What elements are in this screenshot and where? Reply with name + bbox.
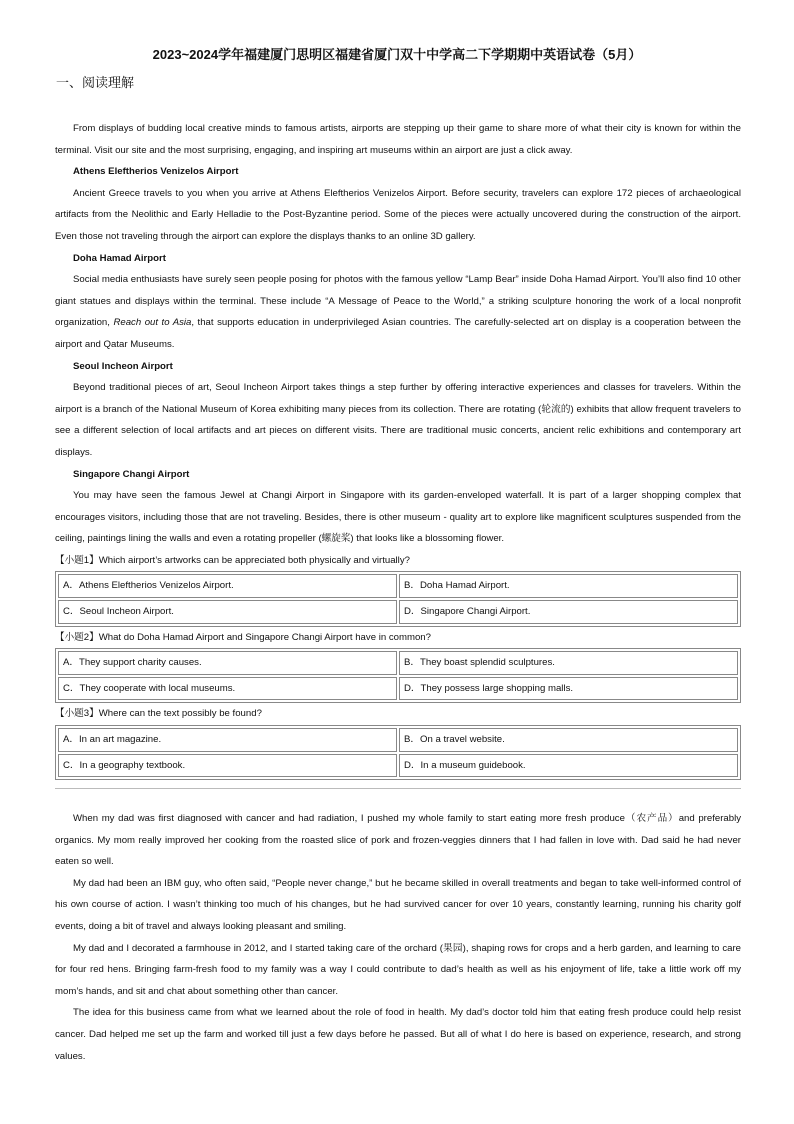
option-d[interactable]: D．They possess large shopping malls. xyxy=(399,677,738,701)
paragraph-athens: Ancient Greece travels to you when you arrive at Athens Eleftherios Venizelos Airport. Before security, travelers can explore 172 pieces of archaeological artifacts from the Neolithic and Early Helladie to the Post-Byzantine period. Some of the pieces were actually uncovered during the construction of the airport. Even those not traveling through the airport can explore the displays thanks to an online 3D gallery. xyxy=(55,187,741,242)
option-d[interactable]: D．In a museum guidebook. xyxy=(399,754,738,778)
option-c[interactable]: C．They cooperate with local museums. xyxy=(58,677,397,701)
option-b[interactable]: B．Doha Hamad Airport. xyxy=(399,574,738,598)
question-3-options xyxy=(55,725,741,780)
option-c[interactable]: C．In a geography textbook. xyxy=(58,754,397,778)
subheading-doha: Doha Hamad Airport xyxy=(73,252,166,264)
passage-intro: From displays of budding local creative minds to famous artists, airports are stepping up their game to share more of what their city is known for within the terminal. Visit our site and the most surprising, engaging, and inspiring art museums within an airport are just a click away. xyxy=(55,123,741,156)
paragraph-singapore: You may have seen the famous Jewel at Changi Airport in Singapore with its garden-enveloped waterfall. It is part of a larger shopping complex that encourages visitors, including those that are not traveling. Besides, there is other museum - quality art to explore like magnificent sculptures suspended from the ceiling, paintings lining the walls and even a rotating propeller (螺旋桨) that looks like a blossoming flower. xyxy=(55,490,741,545)
section-divider xyxy=(55,788,741,789)
paragraph-ibm: My dad had been an IBM guy, who often said, “People never change,” but he became skilled in overall treatments and began to take well-informed control of his own course of action. I wasn’t thinking too much of his changes, but he had survived cancer for over 10 years, constantly learning, running his charity golf events, doing a bit of travel and always looking pleasant and smiling. xyxy=(55,877,741,932)
paragraph-farmhouse: My dad and I decorated a farmhouse in 2012, and I started taking care of the orchard (果园), shaping rows for crops and a herb garden, and learning to care for four red hens. Bringing farm-fresh food to my family was a way I could contribute to dad’s health as well as his enjoyment of life, take a little work off my mom’s hands, and sit and chat about something other than cancer. xyxy=(55,942,741,997)
passage-1 xyxy=(55,118,741,780)
subheading-athens: Athens Eleftherios Venizelos Airport xyxy=(73,166,239,178)
page-title: 2023~2024学年福建厦门思明区福建省厦门双十中学高二下学期期中英语试卷（5月） xyxy=(152,47,642,62)
option-d[interactable]: D．Singapore Changi Airport. xyxy=(399,600,738,624)
paragraph-seoul: Beyond traditional pieces of art, Seoul Incheon Airport takes things a step further by offering interactive experiences and classes for travelers. Within the airport is a branch of the National Museum of Korea exhibiting many pieces from its collection. There are rotating (轮流的) exhibits that allow frequent travelers to see a different selection of local artifacts and art pieces on different visits. There are traditional music concerts, ancient relic exhibitions and contemporary art displays. xyxy=(55,382,741,458)
paragraph-business: The idea for this business came from what we learned about the role of food in health. My dad’s doctor told him that eating fresh produce could help resist cancer. Dad helped me set up the farm and worked till just a few days before he passed. But all of what I do here is based on experience, research, and strong values. xyxy=(55,1007,741,1062)
paragraph-doha: Social media enthusiasts have surely seen people posing for photos with the famous yellow “Lamp Bear” inside Doha Hamad Airport. You’ll also find 10 other giant statues and displays within the terminal. These include “A Message of Peace to the World,” a striking sculpture honoring the work of a local nonprofit organization, Reach out to Asia, that supports education in underprivileged Asian countries. The carefully-selected art on display is a cooperation between the airport and Qatar Museums. xyxy=(55,274,742,350)
question-3-stem: 【小题3】Where can the text possibly be found? xyxy=(55,708,262,720)
subheading-seoul: Seoul Incheon Airport xyxy=(73,360,173,372)
question-2-stem: 【小题2】What do Doha Hamad Airport and Singapore Changi Airport have in common? xyxy=(55,631,431,643)
option-a[interactable]: A．They support charity causes. xyxy=(58,651,397,675)
option-a[interactable]: A．Athens Eleftherios Venizelos Airport. xyxy=(58,574,397,598)
question-2-options xyxy=(55,648,741,703)
option-a[interactable]: A．In an art magazine. xyxy=(58,728,397,752)
question-1-stem: 【小题1】Which airport’s artworks can be appreciated both physically and virtually? xyxy=(55,554,410,566)
option-b[interactable]: B．They boast splendid sculptures. xyxy=(399,651,738,675)
paragraph-diagnosis: When my dad was first diagnosed with cancer and had radiation, I pushed my whole family to start eating more fresh produce（农产品）and preferably organics. My mom really improved her cooking from the roasted slice of pork and frozen-veggies dinners that I had fallen in love with. Dad said he had never eaten so well. xyxy=(55,813,741,868)
section-heading: 一、阅读理解 xyxy=(56,75,135,90)
passage-2 xyxy=(55,808,741,1067)
option-c[interactable]: C．Seoul Incheon Airport. xyxy=(58,600,397,624)
option-b[interactable]: B．On a travel website. xyxy=(399,728,738,752)
question-1-options xyxy=(55,571,741,626)
subheading-singapore: Singapore Changi Airport xyxy=(73,468,190,480)
